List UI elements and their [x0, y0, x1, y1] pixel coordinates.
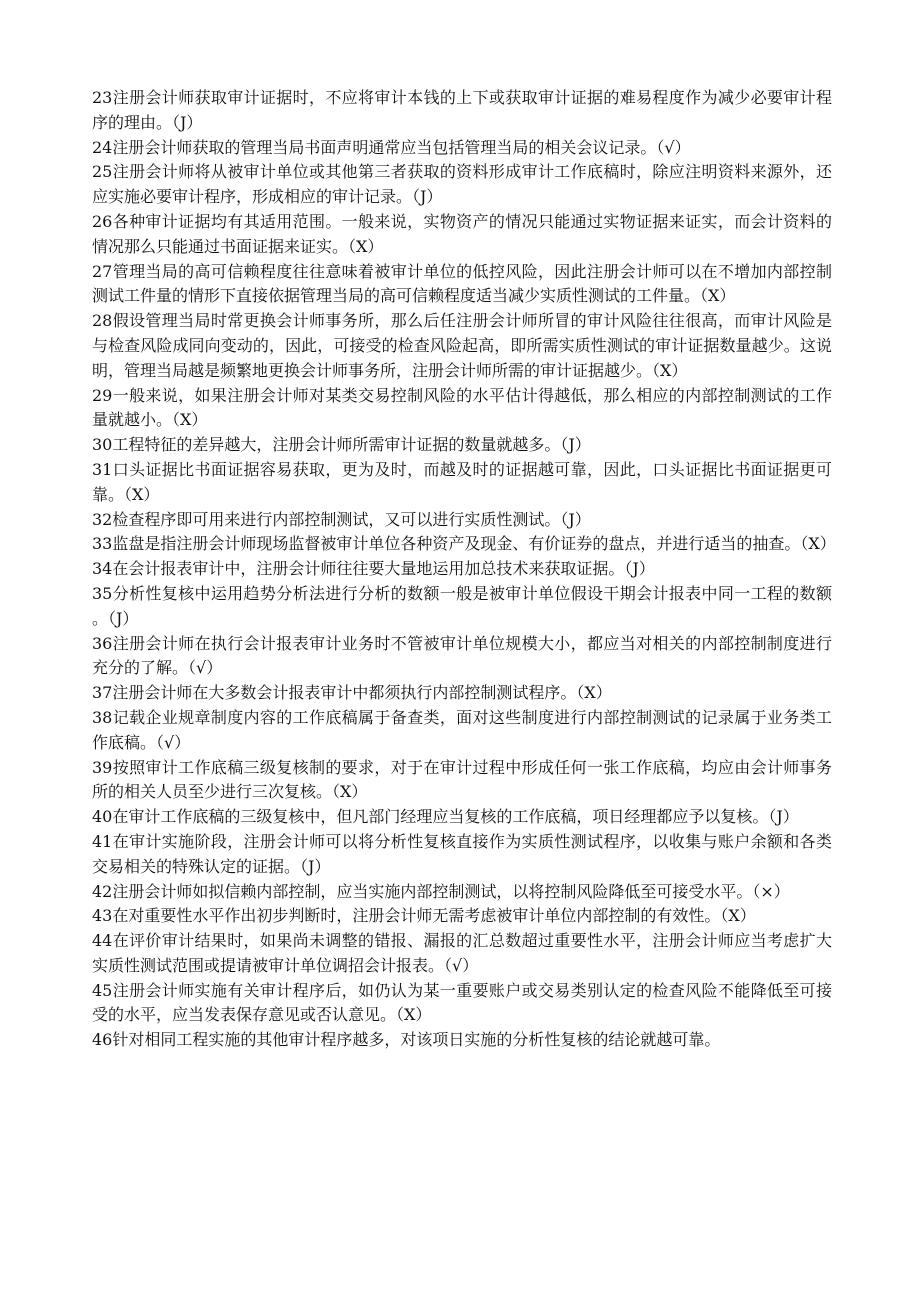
- question-29: 29一般来说，如果注册会计师对某类交易控制风险的水平估计得越低，那么相应的内部控制测试的工作量就越小。（X）: [92, 385, 832, 430]
- question-30: 30工程特征的差异越大，注册会计师所需审计证据的数量就越多。（J）: [92, 435, 591, 455]
- question-35: 35分析性复核中运用趋势分析法进行分析的数额一般是被审计单位假设干期会计报表中同一工程的数额。（J）: [92, 583, 832, 628]
- question-41: 41在审计实施阶段，注册会计师可以将分析性复核直接作为实质性测试程序，以收集与账户余额和各类交易相关的特殊认定的证据。（J）: [92, 831, 832, 876]
- question-26: 26各种审计证据均有其适用范围。一般来说，实物资产的情况只能通过实物证据来证实，而会计资料的情况那么只能通过书面证据来证实。（X）: [92, 211, 832, 256]
- question-24: 24注册会计师获取的管理当局书面声明通常应当包括管理当局的相关会议记录。（√）: [92, 137, 691, 157]
- question-43: 43在对重要性水平作出初步判断时，注册会计师无需考虑被审计单位内部控制的有效性。（X）: [92, 906, 756, 926]
- question-23: 23注册会计师获取审计证据时，不应将审计本钱的上下或获取审计证据的难易程度作为减少必要审计程序的理由。（J）: [92, 88, 832, 132]
- question-40: 40在审计工作底稿的三级复核中，但凡部门经理应当复核的工作底稿，项日经理都应予以复核。（J）: [92, 807, 799, 827]
- question-44: 44在评价审计结果时，如果尚未调整的错报、漏报的汇总数超过重要性水平，注册会计师应当考虑扩大实质性测试范围或提请被审计单位调招会计报表。（√）: [92, 931, 832, 975]
- question-36: 36注册会计师在执行会计报表审计业务时不管被审计单位规模大小，都应当对相关的内部控制制度进行充分的了解。（√）: [92, 633, 832, 678]
- question-45: 45注册会计师实施有关审计程序后，如仍认为某一重要账户或交易类别认定的检查风险不能降低至可接受的水平，应当发表保存意见或否认意见。（X）: [92, 980, 832, 1025]
- question-46: 46针对相同工程实施的其他审计程序越多，对该项日实施的分析性复核的结论就越可靠。: [92, 1030, 721, 1050]
- question-38: 38记载企业规章制度内容的工作底稿属于备查类，面对这些制度进行内部控制测试的记录属于业务类工作底稿。（√）: [92, 707, 832, 752]
- question-27: 27管理当局的高可信赖程度往往意味着被审计单位的低控风险，因此注册会计师可以在不增加内部控制测试工件量的情形下直接依据管理当局的高可信赖程度适当减少实质性测试的工件量。（X）: [92, 261, 832, 306]
- question-32: 32检查程序即可用来进行内部控制测试，又可以进行实质性测试。（J）: [92, 509, 591, 529]
- document-body: [92, 86, 836, 1053]
- question-39: 39按照审计工作底稿三级复核制的要求，对于在审计过程中形成任何一张工作底稿，均应由会计师事务所的相关人员至少进行三次复核。（X）: [92, 757, 832, 802]
- question-31: 31口头证据比书面证据容易获取，更为及时，而越及时的证据越可靠，因此，口头证据比书面证据更可靠。（X）: [92, 459, 832, 504]
- question-28: 28假设管理当局时常更换会计师事务所，那么后任注册会计师所冒的审计风险往往很高，而审计风险是与检查风险成同向变动的，因此，可接受的检查风险起高，即所需实质性测试的审计证据数量越少。这说明，管理当局越是频繁地更换会计师事务所，注册会计师所需的审计证据越少。（X）: [92, 311, 832, 380]
- question-34: 34在会计报表审计中，注册会计师往往要大量地运用加总技术来获取证据。（J）: [92, 559, 655, 579]
- question-33: 33监盘是指注册会计师现场监督被审计单位各种资产及现金、有价证券的盘点，并进行适当的抽查。（X）: [92, 534, 836, 554]
- question-42: 42注册会计师如拟信赖内部控制，应当实施内部控制测试，以将控制风险降低至可接受水平。（×）: [92, 881, 790, 901]
- question-25: 25注册会计师将从被审计单位或其他第三者获取的资料形成审计工作底稿时，除应注明资料来源外，还应实施必要审计程序，形成相应的审计记录。（J）: [92, 162, 832, 207]
- question-37: 37注册会计师在大多数会计报表审计中都须执行内部控制测试程序。（X）: [92, 683, 612, 703]
